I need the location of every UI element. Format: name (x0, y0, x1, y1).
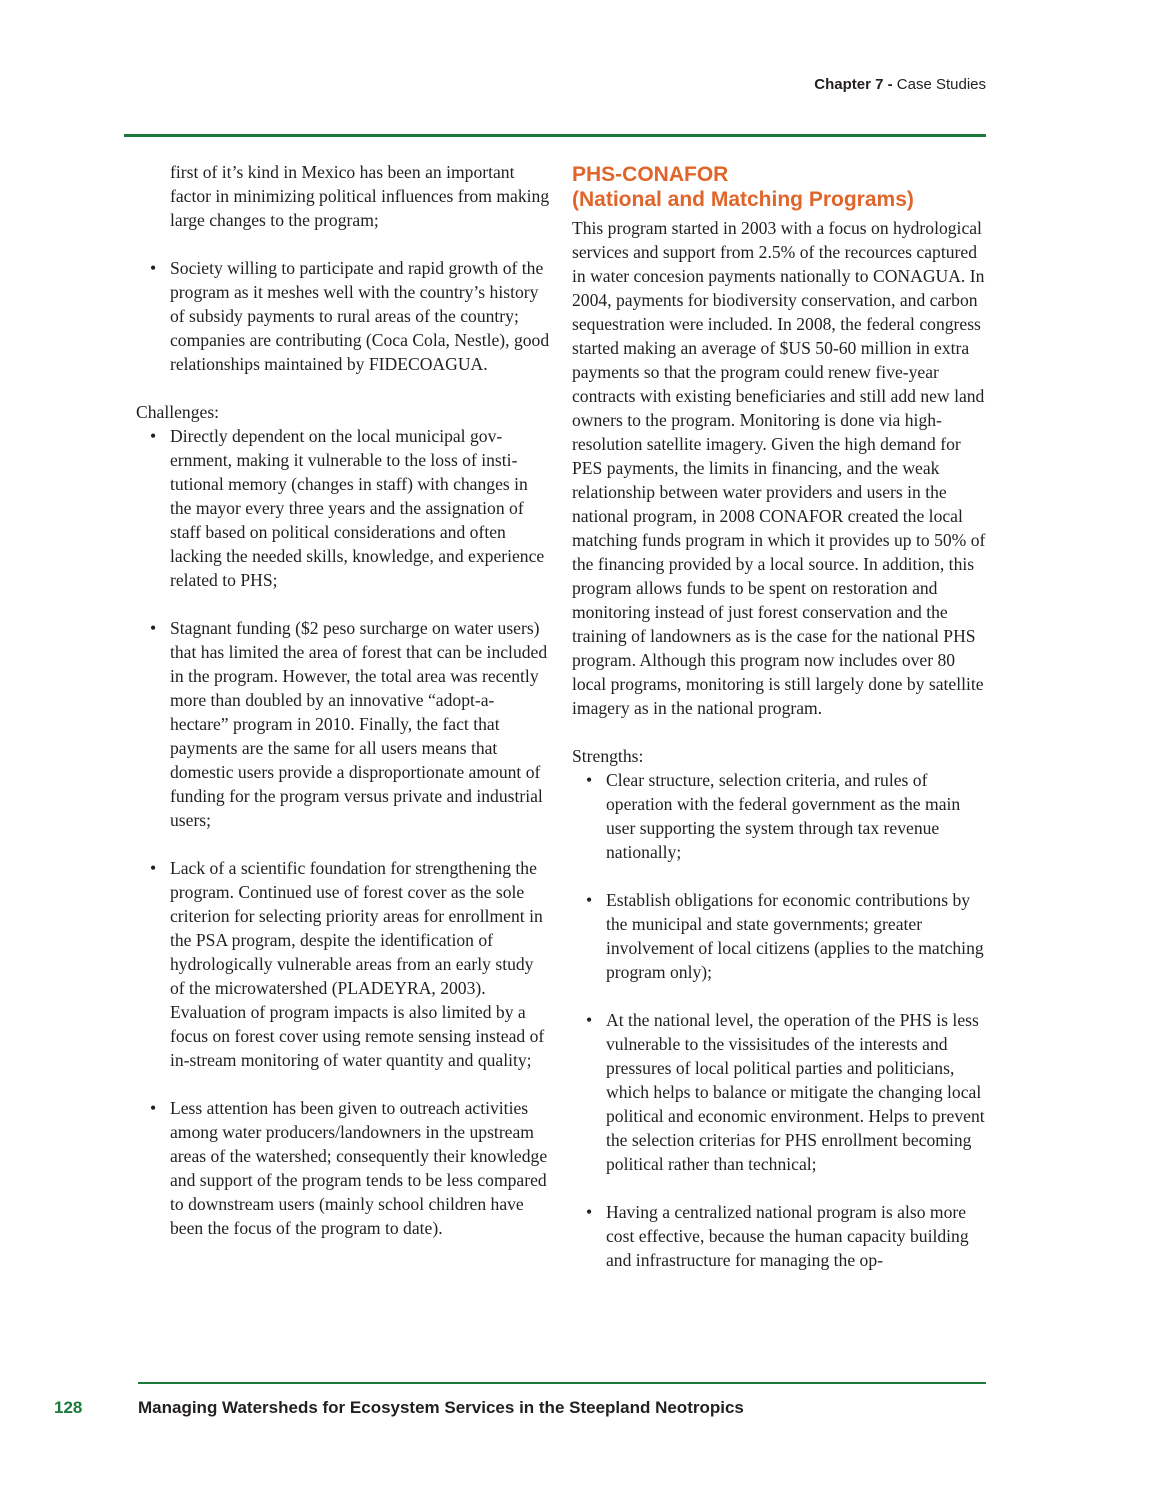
challenges-list (136, 424, 550, 1240)
left-column (136, 160, 550, 1240)
section-heading-line1: PHS-CONAFOR (572, 163, 729, 186)
right-column (572, 162, 988, 1272)
strengths-label: Strengths: (572, 746, 644, 766)
section-label: Case Studies (892, 76, 986, 93)
challenges-label: Challenges: (136, 402, 220, 422)
list-item: • Society willing to participate and rapid growth of the program as it meshes well with the country’s history of subsidy payments to rural areas of the country; companies are contributing (Coca Cola, Nestle), good relationships maintained by FIDECOAGUA. (136, 256, 550, 376)
carry-over-paragraph: first of it’s kind in Mexico has been an important factor in minimizing political influences from making large changes to the program; (170, 162, 550, 230)
bullet-list-intro (136, 256, 550, 376)
list-item: • Less attention has been given to outreach activities among water producers/landowners in the upstream areas of the watershed; consequently their knowledge and support of the program tends to be less compared to downstream users (mainly school children have been the focus of the program to date). (136, 1096, 550, 1240)
list-item: • Stagnant funding ($2 peso surcharge on water users) that has limited the area of forest that can be included in the program. However, the total area was recently more than doubled by an innovative “adopt-a-hectare” program in 2010. Finally, the fact that payments are the same for all users means that domestic users provide a disproportionate amount of funding for the program versus private and industrial users; (136, 616, 550, 832)
running-header (814, 76, 986, 93)
chapter-label: Chapter 7 - (814, 76, 893, 93)
list-item: • Lack of a scientific foundation for strengthening the program. Continued use of forest cover as the sole criterion for selecting priority areas for enrollment in the PSA program, despite the identification of hydrologically vulnerable areas from an early study of the microwatershed (PLADEYRA, 2003). Evaluation of program impacts is also limited by a focus on forest cover using remote sensing instead of in-stream monitoring of water quantity and quality; (136, 856, 550, 1072)
list-item: • Establish obligations for economic contributions by the municipal and state governments; greater involvement of local citizens (applies to the matching program only); (572, 888, 988, 984)
strengths-list (572, 768, 988, 1272)
section-heading-line2: (National and Matching Programs) (572, 188, 914, 211)
list-item: • At the national level, the operation of the PHS is less vulnerable to the vissisitudes of the interests and pressures of local political parties and politicians, which helps to balance or mitigate the changing local political and economic environment. Helps to prevent the selection criterias for PHS enrollment becoming political rather than technical; (572, 1008, 988, 1176)
section-heading (572, 162, 988, 212)
top-rule (124, 134, 986, 137)
bottom-rule (138, 1382, 986, 1384)
page-number: 128 (54, 1398, 83, 1417)
body-paragraph: This program started in 2003 with a focus on hydrological services and support from 2.5% of the recources captured in water concesion payments nationally to CONAGUA. In 2004, payments for biodiversity conservation, and carbon sequestration were included. In 2008, the federal congress started making an average of $US 50-60 million in extra payments so that the program could renew five-year contracts with existing beneficiaries and still add new land owners to the program. Monitoring is done via high-resolution satellite imagery. Given the high demand for PES payments, the limits in financing, and the weak relationship between water providers and users in the national program, in 2008 CONAFOR created the local matching funds program in which it provides up to 50% of the financing provided by a local source. In addition, this program allows funds to be spent on restoration and monitoring instead of just forest conservation and the training of landowners as is the case for the national PHS program. Although this program now includes over 80 local programs, monitoring is still largely done by satellite imagery as in the national program. (572, 218, 986, 718)
list-item: • Directly dependent on the local municipal government, making it vulnerable to the loss of institutional memory (changes in staff) with changes in the mayor every three years and the assignation of staff based on political considerations and often lacking the needed skills, knowledge, and experience related to PHS; (136, 424, 550, 592)
list-item: • Having a centralized national program is also more cost effective, because the human capacity building and infrastructure for managing the op- (572, 1200, 988, 1272)
running-footer (54, 1398, 744, 1418)
list-item: • Clear structure, selection criteria, and rules of operation with the federal government as the main user supporting the system through tax revenue nationally; (572, 768, 988, 864)
book-title: Managing Watersheds for Ecosystem Services in the Steepland Neotropics (138, 1398, 744, 1417)
